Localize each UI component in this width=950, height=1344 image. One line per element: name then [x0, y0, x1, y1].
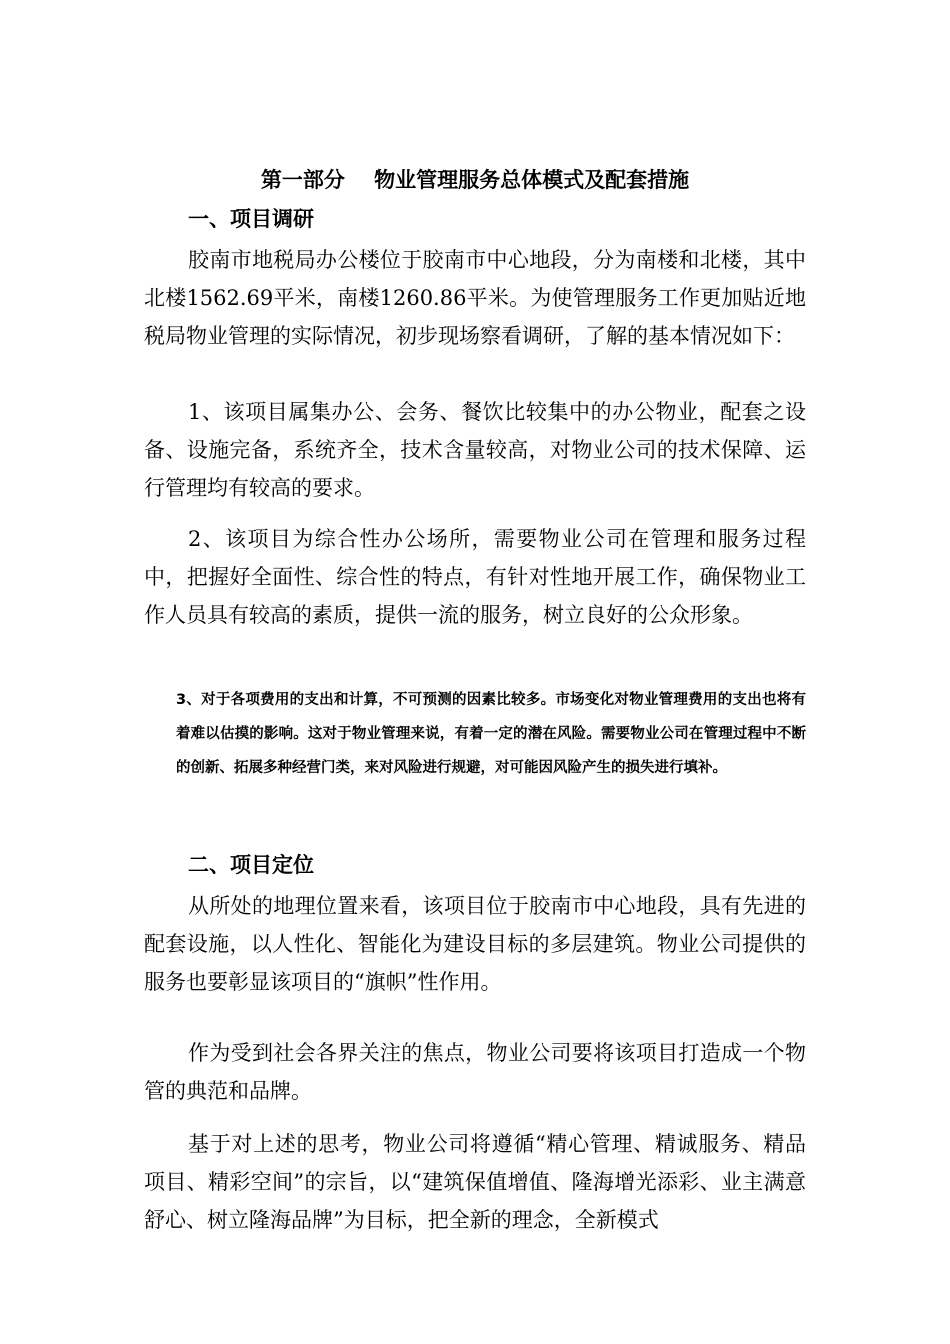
paragraph-positioning-focus: 作为受到社会各界关注的焦点，物业公司要将该项目打造成一个物管的典范和品牌。 — [144, 1041, 806, 1103]
paragraph-research-point-2: 2、该项目为综合性办公场所，需要物业公司在管理和服务过程中，把握好全面性、综合性的特点，有针对性地开展工作，确保物业工作人员具有较高的素质，提供一流的服务，树立良好的公众形象。 — [144, 527, 806, 627]
paragraph-research-point-1: 1、该项目属集办公、会务、餐饮比较集中的办公物业，配套之设备、设施完备，系统齐全，技术含量较高，对物业公司的技术保障、运行管理均有较高的要求。 — [144, 400, 806, 500]
paragraph-positioning-location: 从所处的地理位置来看，该项目位于胶南市中心地段，具有先进的配套设施，以人性化、智能化为建设目标的多层建筑。物业公司提供的服务也要彰显该项目的“旗帜”性作用。 — [144, 894, 806, 994]
section-heading-positioning: 二、项目定位 — [188, 853, 314, 877]
paragraph-research-intro: 胶南市地税局办公楼位于胶南市中心地段，分为南楼和北楼，其中北楼1562.69平米，南楼1260.86平米。为使管理服务工作更加贴近地税局物业管理的实际情况，初步现场察看调研，了解的基本情况如下： — [144, 248, 806, 348]
paragraph-positioning-mission: 基于对上述的思考，物业公司将遵循“精心管理、精诚服务、精品项目、精彩空间”的宗旨，以“建筑保值增值、隆海增光添彩、业主满意舒心、树立隆海品牌”为目标，把全新的理念，全新模式 — [144, 1132, 806, 1232]
page-title: 第一部分 物业管理服务总体模式及配套措施 — [260, 168, 690, 192]
section-heading-research: 一、项目调研 — [188, 207, 314, 231]
paragraph-research-point-3: 3、对于各项费用的支出和计算，不可预测的因素比较多。市场变化对物业管理费用的支出也将有着难以估摸的影响。这对于物业管理来说，有着一定的潜在风险。需要物业公司在管理过程中不断的创新、拓展多种经营门类，来对风险进行规避，对可能因风险产生的损失进行填补。 — [176, 692, 806, 776]
